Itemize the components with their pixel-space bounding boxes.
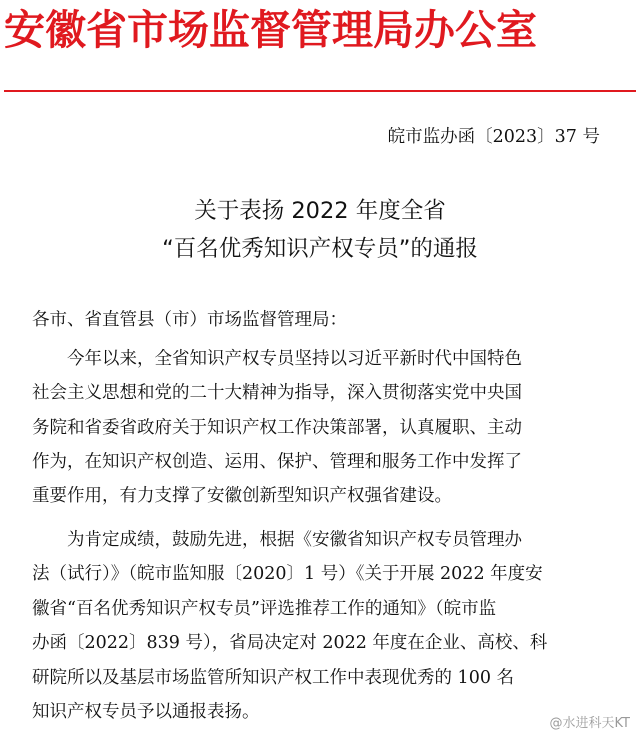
paragraph-2-line: 知识产权专员予以通报表扬。 — [32, 702, 260, 722]
paragraph-1-line: 作为，在知识产权创造、运用、保护、管理和服务工作中发挥了 — [32, 452, 522, 472]
source-watermark: @水进科天KT — [549, 716, 630, 731]
document-number: 皖市监办函〔2023〕37 号 — [387, 127, 600, 147]
paragraph-2-line: 为肯定成绩，鼓励先进，根据《安徽省知识产权专员管理办 — [67, 530, 522, 550]
header-red-rule — [4, 90, 636, 92]
salutation: 各市、省直管县（市）市场监督管理局： — [32, 310, 347, 330]
paragraph-1-line: 社会主义思想和党的二十大精神为指导，深入贯彻落实党中央国 — [32, 383, 522, 403]
paragraph-1-line: 重要作用，有力支撑了安徽创新型知识产权强省建设。 — [32, 486, 452, 506]
paragraph-1-line: 今年以来，全省知识产权专员坚持以习近平新时代中国特色 — [67, 349, 522, 369]
paragraph-2-line: 研院所以及基层市场监管所知识产权工作中表现优秀的 100 名 — [32, 668, 515, 688]
paragraph-1-line: 务院和省委省政府关于知识产权工作决策部署，认真履职、主动 — [32, 418, 522, 438]
paragraph-2-line: 徽省“百名优秀知识产权专员”评选推荐工作的通知》（皖市监 — [32, 599, 497, 619]
issuer-header: 安徽省市场监督管理局办公室 — [4, 6, 537, 54]
paragraph-2-line: 办函〔2022〕839 号），省局决定对 2022 年度在企业、高校、科 — [32, 633, 548, 653]
document-title-line-1: 关于表扬 2022 年度全省 — [194, 198, 446, 224]
document-title-line-2: “百名优秀知识产权专员”的通报 — [162, 236, 478, 262]
paragraph-2-line: 法（试行）》（皖市监知服〔2020〕1 号）《关于开展 2022 年度安 — [32, 564, 543, 584]
